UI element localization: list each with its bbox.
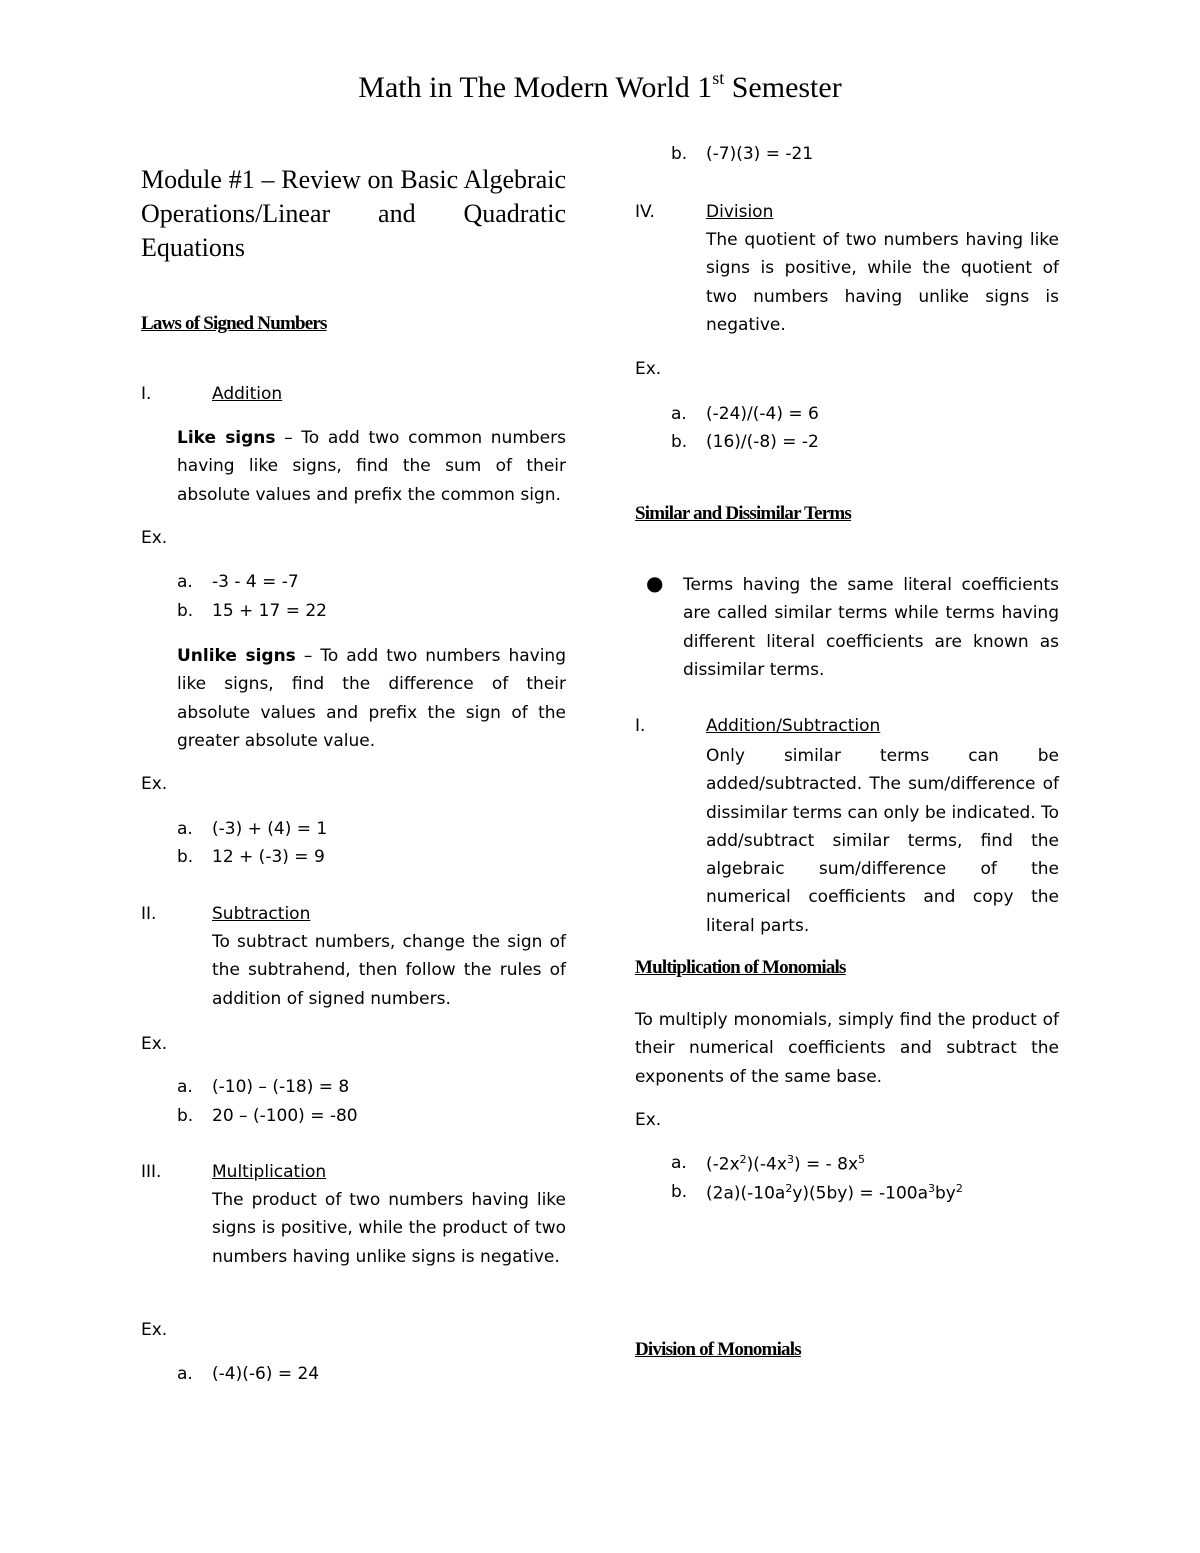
example-b: 20 – (-100) = -80 (212, 1106, 358, 1126)
monomial-example-b: $(2a)(-10a^2y)(5by) = -100a^3by^2$ (706, 1182, 963, 1204)
example-label: Ex. (635, 1110, 662, 1130)
list-marker-b: b. (177, 1106, 194, 1126)
example-a: (-10) – (-18) = 8 (212, 1077, 350, 1097)
list-marker-a: a. (671, 404, 687, 424)
document-title: Math in The Modern World 1st Semester (358, 68, 842, 104)
example-b: 15 + 17 = 22 (212, 601, 327, 621)
list-marker-b: b. (671, 144, 688, 164)
addition-number: I. (141, 384, 152, 404)
example-label: Ex. (141, 528, 168, 548)
division-rule: The quotient of two numbers having like signs is positive, while the quotient of two numbers having unlike signs is negative. (706, 230, 1059, 335)
similar-dissimilar-terms-heading: Similar and Dissimilar Terms (635, 503, 852, 524)
multiplication-number: III. (141, 1162, 162, 1182)
example-label: Ex. (141, 1320, 168, 1340)
multiplication-rule: The product of two numbers having like signs is positive, while the product of two numbers having unlike signs is negative. (212, 1190, 566, 1267)
multiplication-of-monomials-heading: Multiplication of Monomials (635, 957, 846, 978)
list-marker-b: b. (177, 847, 194, 867)
list-marker-a: a. (671, 1153, 687, 1173)
example-a: (-3) + (4) = 1 (212, 819, 328, 839)
addition-subtraction-rule: Only similar terms can be added/subtracted. The sum/difference of dissimilar terms can only be indicated. To add/subtract similar terms, find the algebraic sum/difference of the numerical coefficients and copy the literal parts. (706, 746, 1059, 936)
list-marker-a: a. (177, 1077, 193, 1097)
subtraction-title: Subtraction (212, 904, 311, 924)
multiplication-of-monomials-rule: To multiply monomials, simply find the product of their numerical coefficients and subtract the exponents of the same base. (635, 1010, 1059, 1087)
list-marker-b: b. (671, 1182, 688, 1202)
division-of-monomials-heading: Division of Monomials (635, 1339, 801, 1360)
addition-subtraction-number: I. (635, 716, 646, 736)
module-title: Module #1 – Review on Basic Algebraic Operations/Linear and Quadratic Equations (141, 165, 566, 262)
like-signs-rule: Like signs – To add two common numbers having like signs, find the sum of their absolute values and prefix the common sign. (177, 428, 566, 505)
addition-subtraction-title: Addition/Subtraction (706, 716, 881, 736)
example-label: Ex. (635, 359, 662, 379)
example-label: Ex. (141, 1034, 168, 1054)
division-number: IV. (635, 202, 655, 222)
example-a: (-24)/(-4) = 6 (706, 404, 819, 424)
list-marker-a: a. (177, 1364, 193, 1384)
list-marker-b: b. (671, 432, 688, 452)
list-marker-b: b. (177, 601, 194, 621)
addition-title: Addition (212, 384, 283, 404)
example-b: (-7)(3) = -21 (706, 144, 814, 164)
unlike-signs-rule: Unlike signs – To add two numbers having like signs, find the difference of their absolute values and prefix the sign of the greater absolute value. (177, 646, 566, 751)
example-a: (-4)(-6) = 24 (212, 1364, 320, 1384)
list-marker-a: a. (177, 819, 193, 839)
example-label: Ex. (141, 774, 168, 794)
subtraction-rule: To subtract numbers, change the sign of the subtrahend, then follow the rules of addition of signed numbers. (212, 932, 566, 1009)
bullet-icon: ● (646, 571, 664, 595)
laws-of-signed-numbers-heading: Laws of Signed Numbers (141, 313, 327, 334)
subtraction-number: II. (141, 904, 157, 924)
example-b: (16)/(-8) = -2 (706, 432, 819, 452)
multiplication-title: Multiplication (212, 1162, 327, 1182)
similar-terms-definition: Terms having the same literal coefficients are called similar terms while terms having different literal coefficients are known as dissimilar terms. (683, 575, 1059, 680)
example-b: 12 + (-3) = 9 (212, 847, 325, 867)
division-title: Division (706, 202, 774, 222)
list-marker-a: a. (177, 572, 193, 592)
monomial-example-a: $(-2x^2)(-4x^3)$ = - $8x^5$ (706, 1153, 866, 1175)
example-a: -3 - 4 = -7 (212, 572, 299, 592)
